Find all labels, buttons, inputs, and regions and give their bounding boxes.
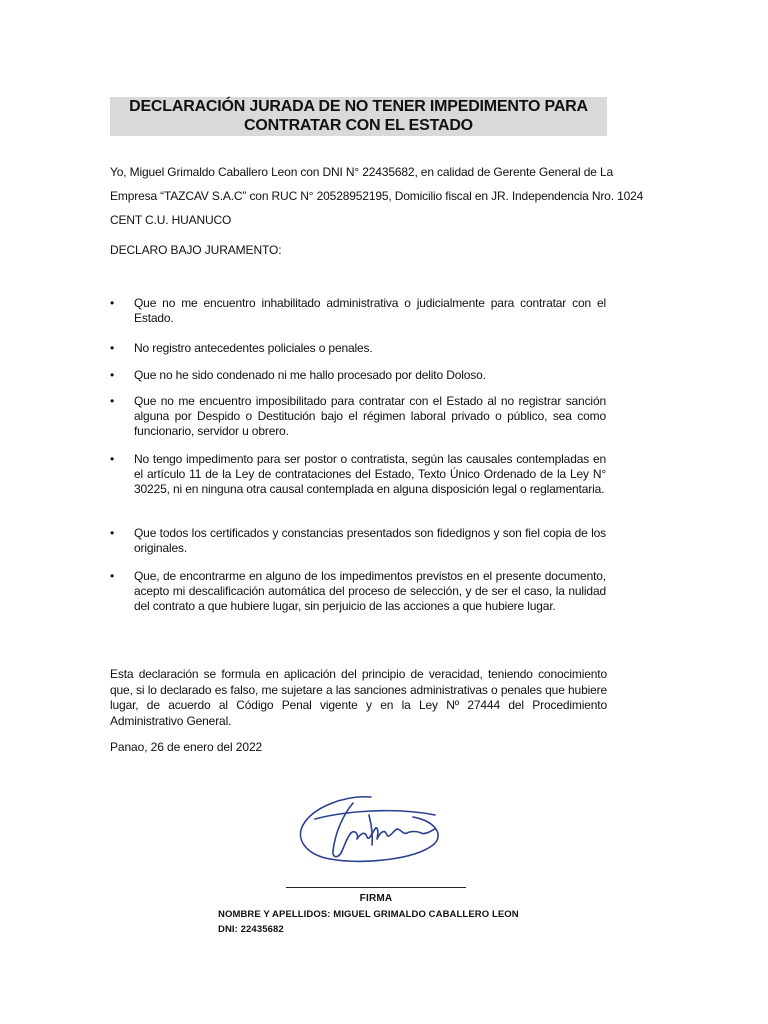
list-item-text: Que no me encuentro imposibilitado para contratar con el Estado al no registrar sanción alguna por Despido o Destitución bajo el régimen laboral privado o público, sea como funcionario, servidor u obrero. — [134, 394, 606, 438]
firma-label: FIRMA — [359, 893, 393, 904]
bullet-icon: • — [110, 569, 115, 583]
place-date: Panao, 26 de enero del 2022 — [110, 740, 263, 754]
bullet-icon: • — [110, 526, 115, 540]
list-item-text: Que todos los certificados y constancias presentados son fidedignos y son fiel copia de los originales. — [134, 526, 606, 555]
signature-stroke — [369, 815, 372, 845]
signature-stroke — [301, 797, 439, 862]
signature-stroke — [351, 828, 435, 839]
intro-line-2: Empresa “TAZCAV S.A.C” con RUC N° 20528952195, Domicilio fiscal en JR. Independencia Nro. 1024 — [110, 189, 644, 203]
intro-paragraph — [110, 160, 645, 232]
intro-line-3: CENT C.U. HUANUCO — [110, 213, 232, 227]
list-item-text: No tengo impedimento para ser postor o contratista, según las causales contempladas en el artículo 11 de la Ley de contrataciones del Estado, Texto Único Ordenado de la Ley N° 30225, ni en ninguna otra causal contemplada en alguna disposición legal o reglamentaria. — [134, 452, 606, 496]
title-line-1: DECLARACIÓN JURADA DE NO TENER IMPEDIMENTO PARA — [129, 98, 588, 115]
signature-stroke — [333, 803, 353, 857]
signer-name: NOMBRE Y APELLIDOS: MIGUEL GRIMALDO CABALLERO LEON — [218, 909, 519, 920]
signature-line — [286, 887, 466, 888]
closing-paragraph: Esta declaración se formula en aplicación del principio de veracidad, teniendo conocimiento que, si lo declarado es falso, me sujetare a las sanciones administrativas o penales que hubiere lugar, de acuerdo al Código Penal vigente y en la Ley Nº 27444 del Procedimiento Administrativo General. — [110, 667, 607, 728]
signature-image — [285, 785, 475, 870]
list-item-text: No registro antecedentes policiales o penales. — [134, 341, 373, 355]
list-item-text: Que, de encontrarme en alguno de los impedimentos previstos en el presente documento, acepto mi descalificación automática del proceso de selección, y de ser el caso, la nulidad del contrato a que hubiere lugar, sin perjuicio de las acciones a que hubiere lugar. — [134, 569, 606, 613]
title-line-2: CONTRATAR CON EL ESTADO — [244, 117, 473, 134]
bullet-icon: • — [110, 368, 115, 382]
bullet-icon: • — [110, 452, 115, 466]
list-item-text: Que no he sido condenado ni me hallo procesado por delito Doloso. — [134, 368, 486, 382]
intro-line-1: Yo, Miguel Grimaldo Caballero Leon con DNI N° 22435682, en calidad de Gerente General de La — [110, 165, 614, 179]
bullet-icon: • — [110, 341, 115, 355]
list-item-text: Que no me encuentro inhabilitado administrativa o judicialmente para contratar con el Estado. — [134, 296, 606, 325]
signer-dni: DNI: 22435682 — [218, 924, 284, 935]
declaro-heading: DECLARO BAJO JURAMENTO: — [110, 243, 282, 257]
bullet-icon: • — [110, 296, 115, 310]
document-title — [110, 97, 607, 136]
bullet-icon: • — [110, 394, 115, 408]
